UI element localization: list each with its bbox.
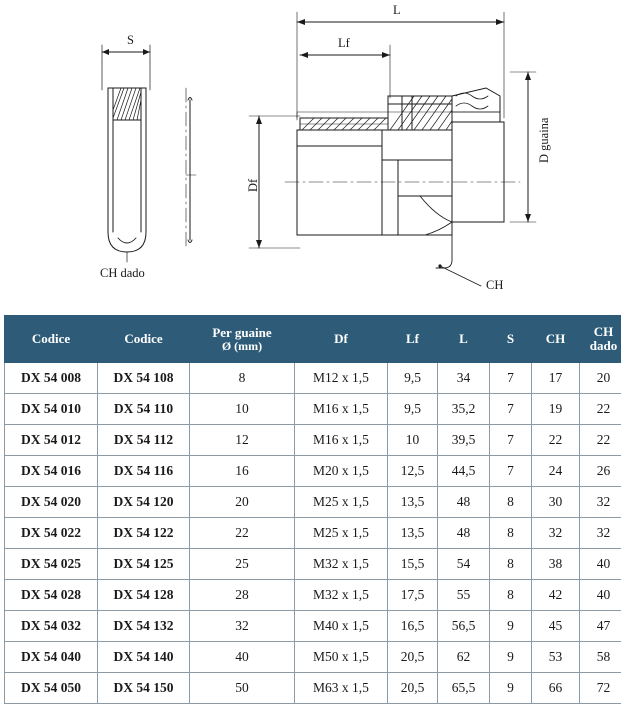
- cell-ch: 45: [532, 611, 580, 642]
- cell-codice-2: DX 54 125: [98, 549, 190, 580]
- table-row: [5, 363, 621, 394]
- cell-ch-dado: 22: [580, 425, 621, 456]
- header-df-label: Df: [334, 330, 348, 346]
- cell-l: 48: [438, 518, 490, 549]
- header-ch-dado-sub: dado: [589, 338, 618, 353]
- table-row: [5, 518, 621, 549]
- cell-s: 7: [490, 394, 532, 425]
- cell-df: M32 x 1,5: [295, 580, 388, 611]
- cell-ch: 22: [532, 425, 580, 456]
- cell-codice-1: DX 54 028: [5, 580, 98, 611]
- header-codice-1: [5, 316, 98, 363]
- cell-lf: 15,5: [388, 549, 438, 580]
- cell-s: 7: [490, 425, 532, 456]
- label-d-guaina: D guaina: [537, 117, 551, 163]
- cell-per-guaine: 40: [190, 642, 295, 673]
- header-l: [438, 316, 490, 363]
- cell-l: 54: [438, 549, 490, 580]
- cell-codice-1: DX 54 025: [5, 549, 98, 580]
- table-row: [5, 673, 621, 704]
- cell-ch: 53: [532, 642, 580, 673]
- cell-lf: 20,5: [388, 673, 438, 704]
- cell-codice-1: DX 54 032: [5, 611, 98, 642]
- cell-ch: 17: [532, 363, 580, 394]
- technical-drawing: [0, 0, 621, 310]
- cell-per-guaine: 10: [190, 394, 295, 425]
- cell-df: M40 x 1,5: [295, 611, 388, 642]
- cell-codice-2: DX 54 120: [98, 487, 190, 518]
- cell-per-guaine: 22: [190, 518, 295, 549]
- cell-lf: 10: [388, 425, 438, 456]
- header-s: [490, 316, 532, 363]
- cell-s: 7: [490, 456, 532, 487]
- cell-codice-2: DX 54 122: [98, 518, 190, 549]
- cell-df: M16 x 1,5: [295, 394, 388, 425]
- cell-ch-dado: 26: [580, 456, 621, 487]
- cell-lf: 9,5: [388, 363, 438, 394]
- cell-codice-2: DX 54 108: [98, 363, 190, 394]
- label-df: Df: [246, 178, 260, 192]
- cell-per-guaine: 12: [190, 425, 295, 456]
- cell-ch-dado: 47: [580, 611, 621, 642]
- label-ch-dado: CH dado: [100, 266, 145, 280]
- cell-lf: 13,5: [388, 518, 438, 549]
- header-codice-1-label: Codice: [31, 330, 71, 346]
- cell-codice-2: DX 54 112: [98, 425, 190, 456]
- cell-l: 39,5: [438, 425, 490, 456]
- cell-per-guaine: 25: [190, 549, 295, 580]
- cell-codice-2: DX 54 150: [98, 673, 190, 704]
- label-l: L: [393, 3, 401, 17]
- cell-s: 9: [490, 673, 532, 704]
- header-row: [5, 316, 621, 363]
- cell-ch-dado: 20: [580, 363, 621, 394]
- cell-codice-1: DX 54 022: [5, 518, 98, 549]
- header-s-label: S: [506, 330, 515, 346]
- cell-df: M63 x 1,5: [295, 673, 388, 704]
- cell-ch-dado: 58: [580, 642, 621, 673]
- cell-ch: 19: [532, 394, 580, 425]
- table-row: [5, 611, 621, 642]
- cell-s: 9: [490, 611, 532, 642]
- table-row: [5, 394, 621, 425]
- cell-codice-2: DX 54 116: [98, 456, 190, 487]
- table-row: [5, 580, 621, 611]
- cell-lf: 12,5: [388, 456, 438, 487]
- label-lf: Lf: [338, 36, 350, 50]
- header-ch-dado-label: CH: [593, 323, 614, 339]
- cell-per-guaine: 28: [190, 580, 295, 611]
- spec-table: [4, 315, 621, 704]
- drawing-svg: [0, 0, 621, 310]
- header-lf: [388, 316, 438, 363]
- cell-df: M12 x 1,5: [295, 363, 388, 394]
- cell-codice-1: DX 54 016: [5, 456, 98, 487]
- spec-table-container: [4, 315, 617, 704]
- table-row: [5, 425, 621, 456]
- header-per-guaine-label: Per guaine: [212, 324, 272, 340]
- spec-table-head: [5, 316, 621, 363]
- cell-l: 56,5: [438, 611, 490, 642]
- header-codice-2-label: Codice: [124, 330, 163, 346]
- table-row: [5, 487, 621, 518]
- cell-s: 8: [490, 518, 532, 549]
- cell-df: M16 x 1,5: [295, 425, 388, 456]
- cell-ch-dado: 72: [580, 673, 621, 704]
- cell-ch: 32: [532, 518, 580, 549]
- header-per-guaine: [190, 316, 295, 363]
- cell-s: 8: [490, 580, 532, 611]
- table-row: [5, 549, 621, 580]
- header-ch-dado: [580, 316, 621, 363]
- cell-l: 34: [438, 363, 490, 394]
- cell-l: 48: [438, 487, 490, 518]
- cell-l: 44,5: [438, 456, 490, 487]
- cell-per-guaine: 50: [190, 673, 295, 704]
- cell-s: 8: [490, 549, 532, 580]
- cell-s: 7: [490, 363, 532, 394]
- cell-codice-2: DX 54 128: [98, 580, 190, 611]
- header-df: [295, 316, 388, 363]
- cell-df: M20 x 1,5: [295, 456, 388, 487]
- cell-ch-dado: 22: [580, 394, 621, 425]
- cell-ch-dado: 32: [580, 518, 621, 549]
- cell-df: M25 x 1,5: [295, 487, 388, 518]
- spec-table-body: [5, 363, 621, 704]
- cell-ch: 66: [532, 673, 580, 704]
- cell-codice-1: DX 54 010: [5, 394, 98, 425]
- cell-per-guaine: 32: [190, 611, 295, 642]
- header-codice-2: [98, 316, 190, 363]
- cell-df: M50 x 1,5: [295, 642, 388, 673]
- table-row: [5, 642, 621, 673]
- header-per-guaine-sub: Ø (mm): [221, 338, 263, 353]
- cell-ch: 24: [532, 456, 580, 487]
- cell-codice-1: DX 54 050: [5, 673, 98, 704]
- cell-ch: 42: [532, 580, 580, 611]
- cell-lf: 9,5: [388, 394, 438, 425]
- cell-codice-1: DX 54 020: [5, 487, 98, 518]
- header-ch: [532, 316, 580, 363]
- cell-lf: 13,5: [388, 487, 438, 518]
- cell-per-guaine: 20: [190, 487, 295, 518]
- header-ch-label: CH: [545, 330, 566, 346]
- cell-s: 8: [490, 487, 532, 518]
- cell-l: 65,5: [438, 673, 490, 704]
- cell-codice-2: DX 54 110: [98, 394, 190, 425]
- header-lf-label: Lf: [406, 330, 419, 346]
- cell-codice-1: DX 54 008: [5, 363, 98, 394]
- cell-ch: 38: [532, 549, 580, 580]
- cell-codice-2: DX 54 140: [98, 642, 190, 673]
- label-ch: CH: [486, 278, 504, 292]
- table-row: [5, 456, 621, 487]
- cell-df: M32 x 1,5: [295, 549, 388, 580]
- cell-lf: 17,5: [388, 580, 438, 611]
- label-s: S: [127, 33, 134, 47]
- cell-ch-dado: 40: [580, 549, 621, 580]
- cell-codice-1: DX 54 040: [5, 642, 98, 673]
- cell-ch-dado: 32: [580, 487, 621, 518]
- cell-codice-2: DX 54 132: [98, 611, 190, 642]
- cell-per-guaine: 16: [190, 456, 295, 487]
- cell-per-guaine: 8: [190, 363, 295, 394]
- cell-lf: 16,5: [388, 611, 438, 642]
- cell-ch: 30: [532, 487, 580, 518]
- cell-lf: 20,5: [388, 642, 438, 673]
- cell-df: M25 x 1,5: [295, 518, 388, 549]
- cell-l: 35,2: [438, 394, 490, 425]
- cell-ch-dado: 40: [580, 580, 621, 611]
- cell-s: 9: [490, 642, 532, 673]
- cell-codice-1: DX 54 012: [5, 425, 98, 456]
- cell-l: 55: [438, 580, 490, 611]
- header-l-label: L: [459, 330, 468, 346]
- cell-l: 62: [438, 642, 490, 673]
